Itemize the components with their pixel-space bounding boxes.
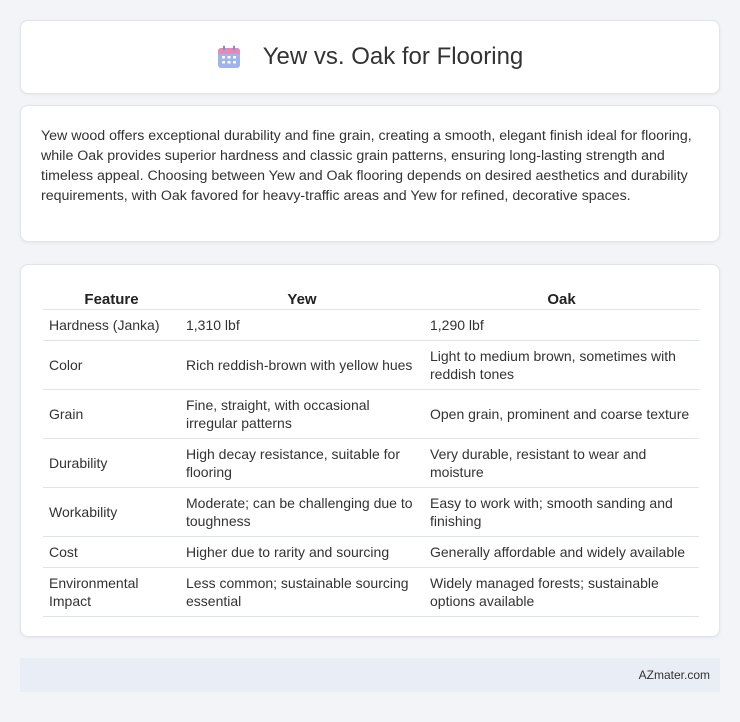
intro-card	[20, 105, 720, 242]
feature-cell: Color	[43, 340, 180, 389]
oak-cell: Generally affordable and widely available	[424, 536, 699, 567]
yew-cell: Higher due to rarity and sourcing	[180, 536, 424, 567]
feature-cell: Durability	[43, 438, 180, 487]
oak-cell: 1,290 lbf	[424, 309, 699, 340]
comparison-table	[43, 287, 699, 617]
feature-cell: Environmental Impact	[43, 567, 180, 616]
feature-cell: Workability	[43, 487, 180, 536]
yew-cell: Rich reddish-brown with yellow hues	[180, 340, 424, 389]
table-row	[43, 567, 699, 616]
footer	[20, 658, 720, 692]
oak-cell: Very durable, resistant to wear and moisture	[424, 438, 699, 487]
intro-text: Yew wood offers exceptional durability and fine grain, creating a smooth, elegant finish ideal for flooring, while Oak provides superior hardness and classic grain patterns, ensuring long-lasting strength and timeless appeal. Choosing between Yew and Oak flooring depends on desired aesthetics and durability requirements, with Oak favored for heavy-traffic areas and Yew for refined, decorative spaces.	[41, 128, 692, 204]
yew-cell: Less common; sustainable sourcing essential	[180, 567, 424, 616]
header-oak: Oak	[424, 287, 699, 309]
yew-cell: High decay resistance, suitable for flooring	[180, 438, 424, 487]
oak-cell: Easy to work with; smooth sanding and finishing	[424, 487, 699, 536]
calendar-icon	[217, 45, 241, 69]
feature-cell: Hardness (Janka)	[43, 309, 180, 340]
table-row	[43, 536, 699, 567]
feature-cell: Grain	[43, 389, 180, 438]
feature-cell: Cost	[43, 536, 180, 567]
header-feature: Feature	[43, 287, 180, 309]
table-header-row	[43, 287, 699, 309]
yew-cell: Fine, straight, with occasional irregular patterns	[180, 389, 424, 438]
table-row	[43, 389, 699, 438]
oak-cell: Light to medium brown, sometimes with reddish tones	[424, 340, 699, 389]
table-row	[43, 309, 699, 340]
header-yew: Yew	[180, 287, 424, 309]
comparison-table-card	[20, 264, 720, 637]
title-card	[20, 20, 720, 94]
yew-cell: 1,310 lbf	[180, 309, 424, 340]
table-row	[43, 487, 699, 536]
yew-cell: Moderate; can be challenging due to toughness	[180, 487, 424, 536]
footer-brand[interactable]: AZmater.com	[638, 668, 710, 682]
oak-cell: Widely managed forests; sustainable options available	[424, 567, 699, 616]
table-row	[43, 438, 699, 487]
table-row	[43, 340, 699, 389]
page-title: Yew vs. Oak for Flooring	[262, 43, 524, 70]
oak-cell: Open grain, prominent and coarse texture	[424, 389, 699, 438]
